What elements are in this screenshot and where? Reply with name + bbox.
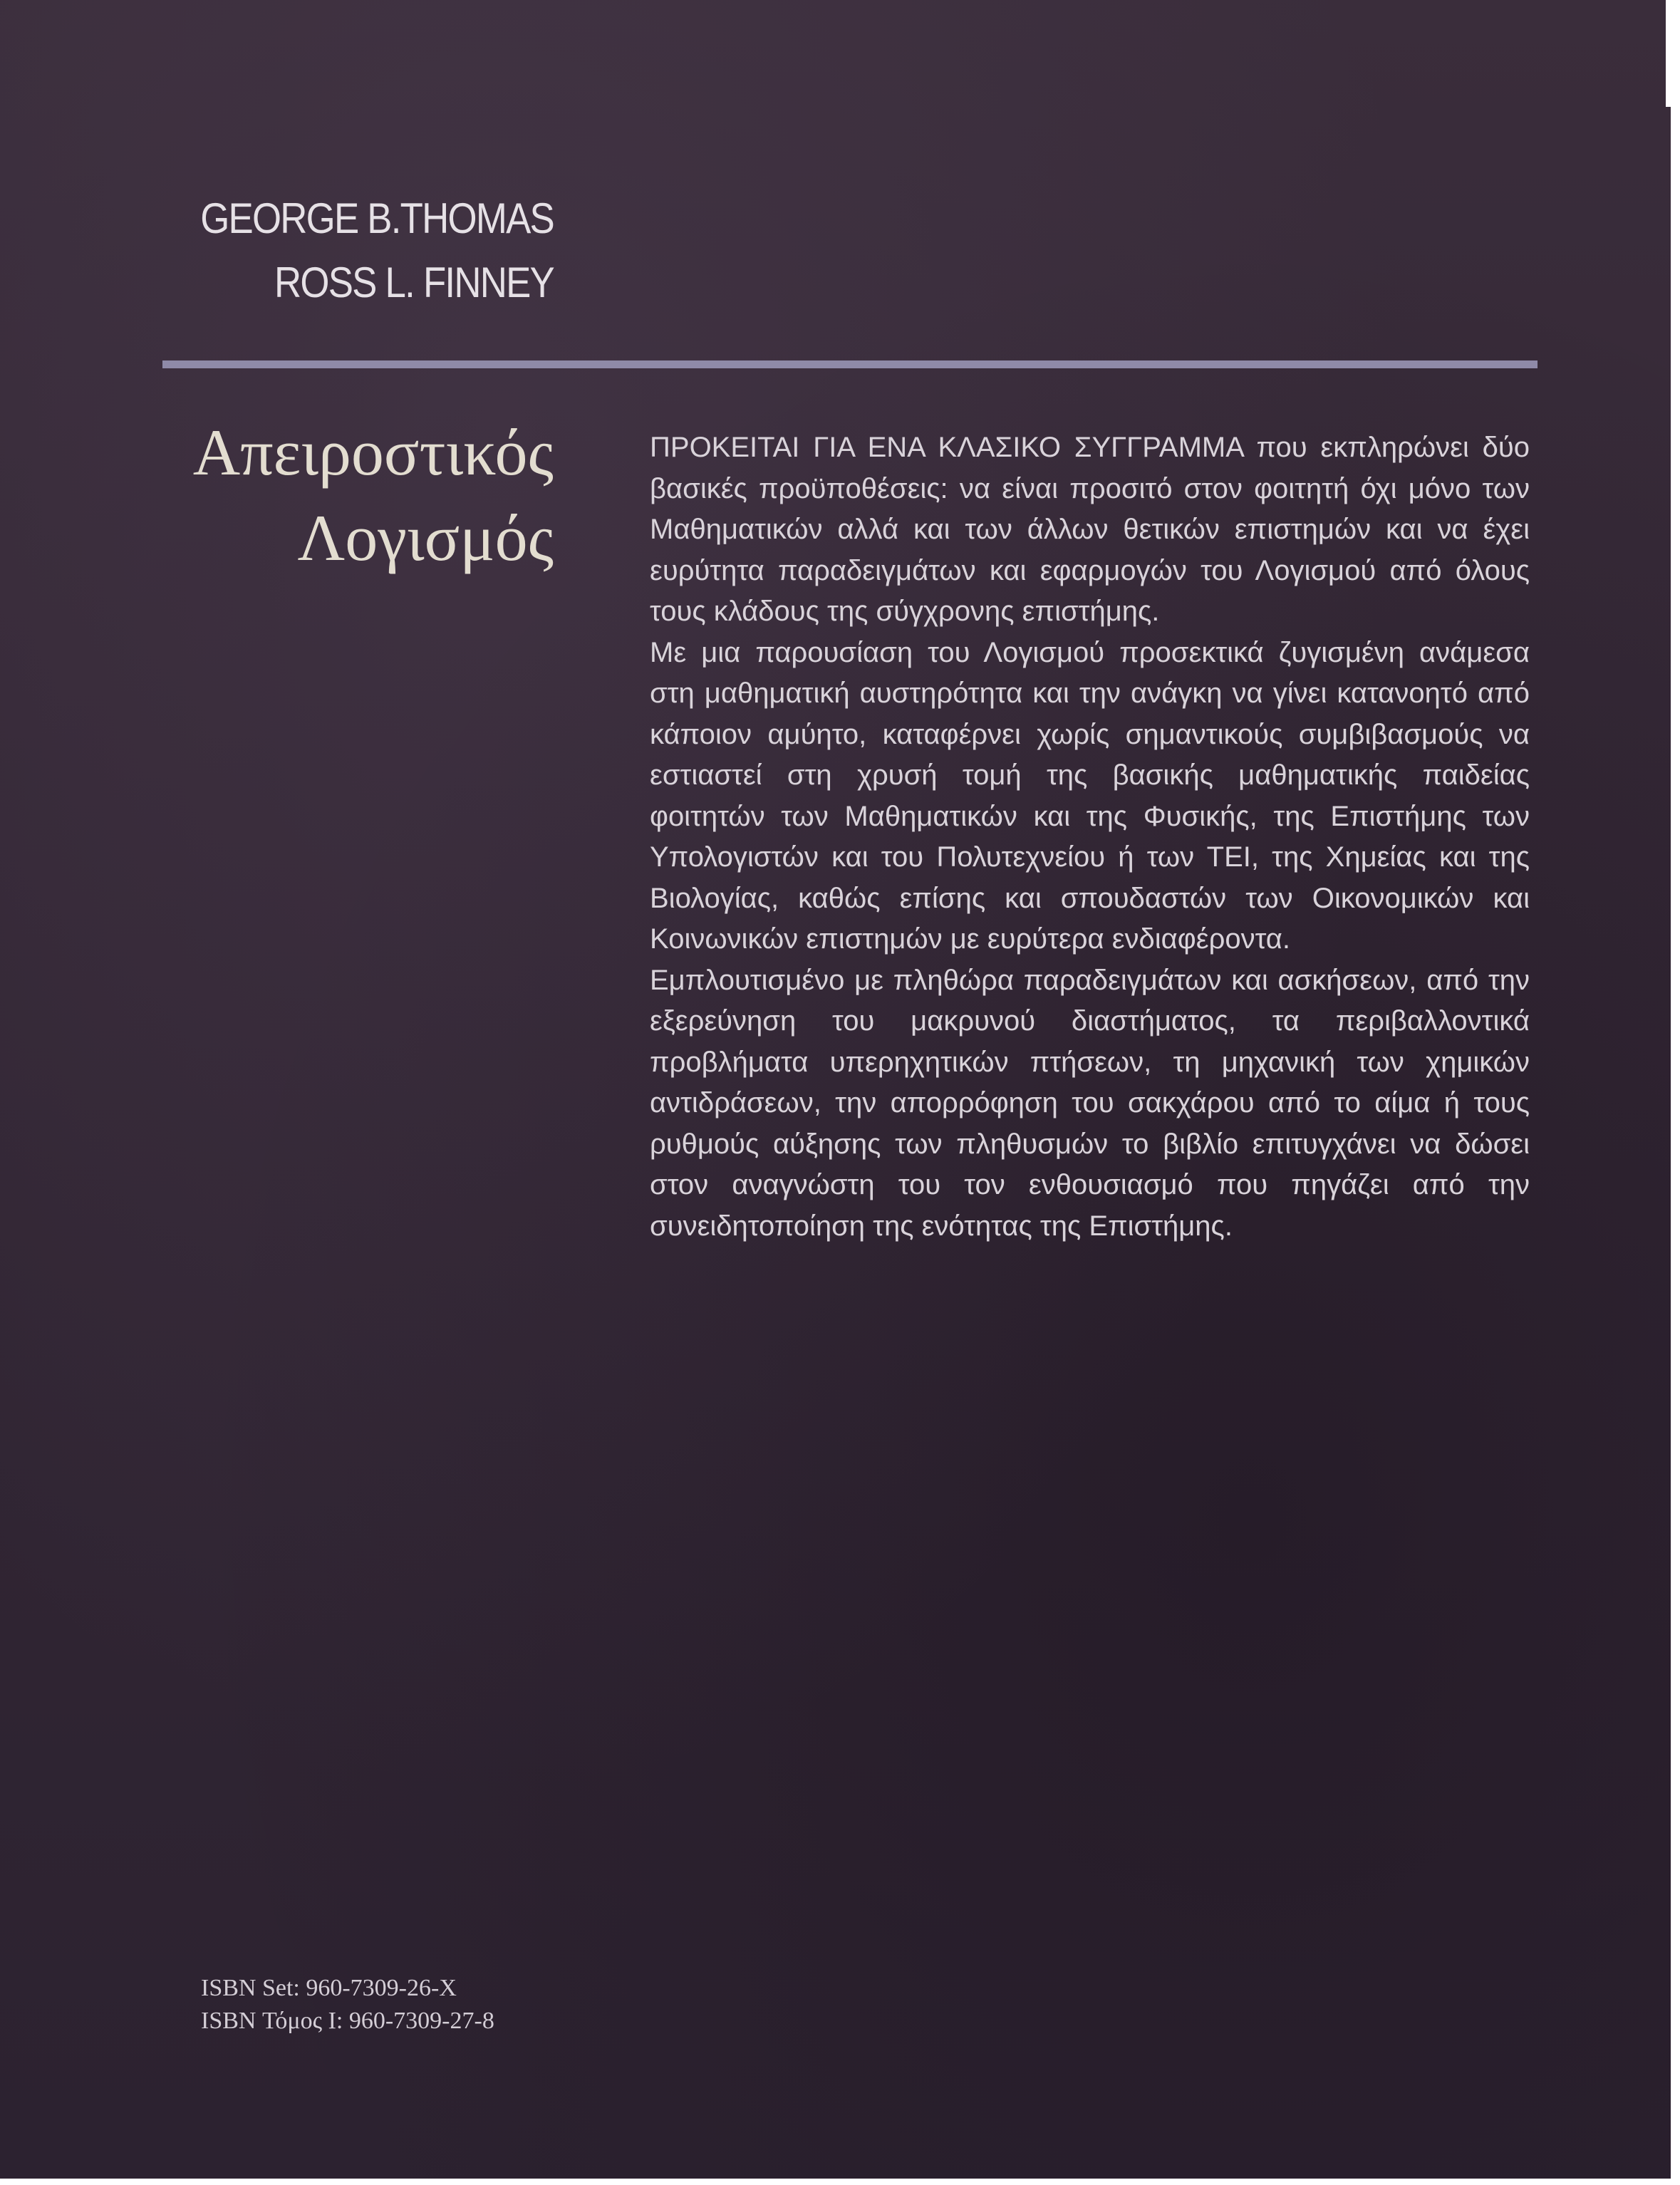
author-name: GEORGE B.THOMAS <box>200 194 554 242</box>
divider-rule <box>162 360 1538 368</box>
isbn-line: ISBN Τόμος Ι: 960-7309-27-8 <box>201 2008 494 2034</box>
blurb-paragraph: Με μια παρουσίαση του Λογισμού προσεκτικά ζυγισμένη ανάμεσα στη μαθηματική αυστηρότητα και την ανάγκη να γίνει κατανοητό από κάποιον αμύητο, καταφέρνει χωρίς σημαντικούς συμβιβασμούς να εστιαστεί στη χρυσή τομή της βασικής μαθηματικής παιδείας φοιτητών των Μαθηματικών και της Φυσικής, της Επιστήμης των Υπολογιστών και του Πολυτεχνείου ή των ΤΕΙ, της Χημείας και της Βιολογίας, καθώς επίσης και σπουδαστών των Οικονομικών και Κοινωνικών επιστημών με ευρύτερα ενδιαφέροντα. <box>650 636 1530 955</box>
blurb-paragraph: Εμπλουτισμένο με πληθώρα παραδειγμάτων και ασκήσεων, από την εξερεύνηση του μακρυνού διαστήματος, τα περιβαλλοντικά προβλήματα υπερηχητικών πτήσεων, τη μηχανική των χημικών αντιδράσεων, την απορρόφηση του σακχάρου από το αίμα ή τους ρυθμούς αύξησης των πληθυσμών το βιβλίο επιτυγχάνει να δώσει στον αναγνώστη του τον ενθουσιασμό που πηγάζει από την συνειδητοποίηση της ενότητας της Επιστήμης. <box>650 964 1530 1242</box>
book-title <box>55 410 554 581</box>
blurb-paragraph: ΠΡΟΚΕΙΤΑΙ ΓΙΑ ΕΝΑ ΚΛΑΣΙΚΟ ΣΥΓΓΡΑΜΜΑ που εκπληρώνει δύο βασικές προϋποθέσεις: να είναι προσιτό στον φοιτητή όχι μόνο των Μαθηματικών αλλά και των άλλων θετικών επιστημών και να έχει ευρύτητα παραδειγμάτων και εφαρμογών του Λογισμού από όλους τους κλάδους της σύγχρονης επιστήμης. <box>650 432 1530 627</box>
title-line: Απειροστικός <box>192 416 554 489</box>
title-line: Λογισμός <box>297 502 554 574</box>
author-name: ROSS L. FINNEY <box>274 259 554 306</box>
scan-margin <box>1666 0 1680 107</box>
isbn-block <box>201 1972 494 2038</box>
isbn-line: ISBN Set: 960-7309-26-X <box>201 1975 457 2001</box>
blurb-text <box>650 427 1530 1247</box>
author-names <box>115 187 554 315</box>
